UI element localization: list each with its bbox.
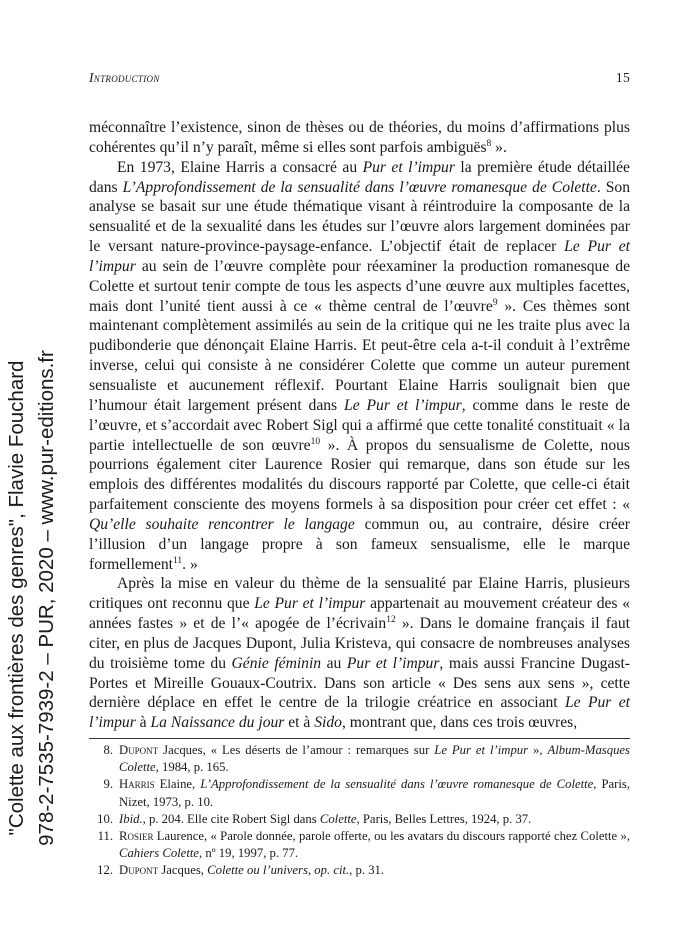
text-run: , p. 31. xyxy=(349,863,385,878)
title-ref: Le Pur et l’impur xyxy=(344,396,462,414)
text-run: ». Dans le domaine français il faut citer, en plus de Jacques Dupont, Julia Kristeva, qui consacre de nombreuses analyses du troisième tome du xyxy=(89,615,630,672)
footnote-author: Dupont xyxy=(119,863,159,878)
text-run: En 1973, Elaine Harris a consacré au xyxy=(117,158,363,176)
quotation-italic: Qu’elle souhaite rencontrer le langage xyxy=(89,515,355,533)
footnote-text xyxy=(119,811,630,828)
title-ref: Le Pur et l’impur xyxy=(89,238,630,275)
footnote-8 xyxy=(89,742,630,776)
footnote-number: 8. xyxy=(103,743,113,757)
footnotes xyxy=(89,742,630,880)
footnote-ref-8[interactable]: 8 xyxy=(486,138,492,149)
text-run: Jacques, « Les déserts de l’amour : remarques sur xyxy=(158,743,435,757)
section-title: Introduction xyxy=(89,70,160,85)
footnote-number: 9. xyxy=(103,777,113,792)
text-run: , p. 204. Elle cite Robert Sigl dans xyxy=(142,811,320,826)
footnote-number: 11. xyxy=(97,829,113,844)
title-ref: L’Approfondissement de la sensualité dans l’œuvre romanesque de Colette xyxy=(200,777,594,792)
text-run: , xyxy=(307,863,315,878)
text-run: et à xyxy=(284,714,315,732)
text-run: ». xyxy=(491,138,507,156)
side-credit xyxy=(2,268,68,928)
running-head xyxy=(89,70,630,86)
footnote-text xyxy=(119,742,630,776)
footnote-ref-12[interactable]: 12 xyxy=(386,615,396,626)
text-run: commun ou, au contraire, désire créer l’illusion d’un langage propre à son fameux sensualisme, elle le marque formellement xyxy=(89,515,630,573)
title-ref: op. cit. xyxy=(314,863,350,878)
title-ref: Le Pur et l’impur xyxy=(434,743,529,757)
text-run: la première étude détaillée dans xyxy=(89,158,630,196)
text-run: , mais aussi Francine Dugast-Portes et Mireille Gouaux-Coutrix. Dans son article « Des sens aux sens », cette dernière déplace en effet le centre de la trilogie créatrice en associant xyxy=(89,654,630,712)
title-ref: Pur et l’impur xyxy=(362,158,455,176)
footnote-text xyxy=(119,776,630,810)
text-run: Jacques, xyxy=(158,863,208,878)
footnote-number: 10. xyxy=(97,811,113,826)
paragraph-2 xyxy=(89,158,630,575)
footnote-author: Dupont xyxy=(119,743,159,757)
side-credit-title: "Colette aux frontières des genres", Flavie Fouchard xyxy=(5,360,28,836)
text-run: . » xyxy=(182,555,198,573)
text-run: à xyxy=(135,714,151,732)
footnote-9 xyxy=(89,776,630,810)
title-ref: La Naissance du jour xyxy=(150,714,285,732)
title-ref: Sido xyxy=(314,714,342,732)
title-ref: Cahiers Colette xyxy=(119,846,199,861)
text-run: , comme dans le reste de l’œuvre, et s’accordait avec Robert Sigl qui a affirmé que cette tonalité constituait « la partie intellectuelle de son œuvre xyxy=(89,396,631,454)
text-run: , 1984, p. 165. xyxy=(155,760,229,775)
page-number: 15 xyxy=(615,70,630,85)
text-run: , nº 19, 1997, p. 77. xyxy=(199,846,299,861)
footnote-author: Rosier xyxy=(119,829,154,844)
footnote-11 xyxy=(89,828,630,862)
footnote-text xyxy=(119,828,630,862)
text-run: , Paris, Belles Lettres, 1924, p. 37. xyxy=(356,811,532,826)
title-ref: Génie féminin xyxy=(231,654,322,672)
text-run: Elaine, xyxy=(154,777,201,792)
footnote-ref-9[interactable]: 9 xyxy=(492,297,498,308)
footnote-10 xyxy=(89,811,630,828)
paragraph-1 xyxy=(89,118,630,158)
text-run: Laurence, « Parole donnée, parole offerte, ou les avatars du discours rapporté chez Colette », xyxy=(153,829,630,844)
title-ref: Colette xyxy=(319,811,357,826)
text-run: ». Ces thèmes sont maintenant complètement assimilés au sein de la critique qui ne les traite plus avec la pudibonderie que dénonçait Elaine Harris. Et peut-être cela a-t-il conduit à l’extrême inverse, celui qui consiste à ne considérer Colette que comme un auteur purement sensualiste et aucunement réflexif. Pourtant Elaine Harris soulignait bien que l’humour était largement présent dans xyxy=(89,297,630,414)
text-run: au xyxy=(321,654,347,672)
footnote-divider xyxy=(89,738,630,739)
text-run: Après la mise en valeur du thème de la sensualité par Elaine Harris, plusieurs critiques ont reconnu que xyxy=(89,575,630,613)
title-ref: Ibid. xyxy=(119,811,143,826)
title-ref: Le Pur et l’impur xyxy=(254,595,366,613)
text-run: au sein de l’œuvre complète pour réexaminer la production romanesque de Colette et surtout tenir compte de tous les aspects d’une œuvre aux multiples facettes, mais dont l’unité tient aussi à ce « thème central de l’œuvre xyxy=(89,257,630,315)
text-run: appartenait au mouvement créateur des « années fastes » et de l’« apogée de l’écrivain xyxy=(89,595,631,633)
title-ref: Pur et l’impur xyxy=(346,654,440,672)
paragraph-3 xyxy=(89,574,630,733)
text-run: méconnaître l’existence, sinon de thèses ou de théories, du moins d’affirmations plus cohérentes qu’il n’y paraît, même si elles sont parfois ambiguës xyxy=(89,119,630,156)
title-ref: Colette ou l’univers xyxy=(207,863,308,878)
footnote-number: 12. xyxy=(97,863,113,878)
title-ref: Album-Masques Colette xyxy=(119,743,630,775)
text-run: ». À propos du sensualisme de Colette, nous pourrions également citer Laurence Rosier qui remarque, dans son étude sur les emplois des différentes modalités du discours rapporté par Colette, que celle-ci était parfaitement consciente des moyens formels à sa disposition pour créer cet effet : « xyxy=(89,436,630,514)
text-run: , montrant que, dans ces trois œuvres, xyxy=(341,714,578,732)
footnote-ref-10[interactable]: 10 xyxy=(310,436,321,447)
text-run: . Son analyse se basait sur une étude thématique visant à réintroduire la composante de la sensualité et de la sexualité dans les études sur l’œuvre alors largement dominées par le versant nature-province-paysage-enfance. L’objectif était de replacer xyxy=(89,178,631,256)
footnote-text xyxy=(119,862,630,879)
text-run: », xyxy=(528,743,548,757)
side-credit-isbn-url[interactable]: 978-2-7535-7939-2 – PUR, 2020 – www.pur-editions.fr xyxy=(35,350,58,846)
footnote-author: Harris xyxy=(119,777,155,792)
footnote-ref-11[interactable]: 11 xyxy=(173,555,183,566)
body-text xyxy=(89,118,630,733)
text-run: , Paris, Nizet, 1973, p. 10. xyxy=(119,777,630,809)
footnote-12 xyxy=(89,862,630,879)
title-ref: Le Pur et l’impur xyxy=(89,694,630,732)
title-ref: L’Approfondissement de la sensualité dans l’œuvre romanesque de Colette xyxy=(122,178,597,196)
